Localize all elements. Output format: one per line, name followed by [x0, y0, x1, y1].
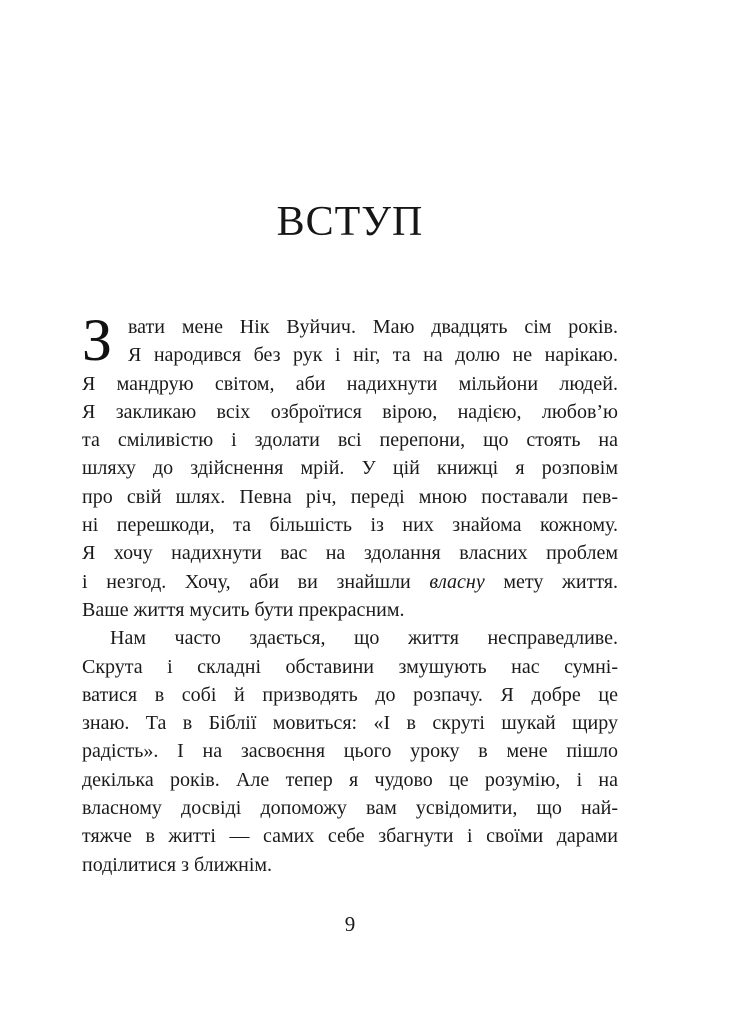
paragraph-1 — [82, 307, 618, 624]
text-line: Ваше життя мусить бути прекрасним. — [82, 598, 405, 621]
emphasized-word: власну — [429, 570, 485, 593]
text-line: та сміливістю і здолати всі перепони, що стоять на — [82, 429, 618, 452]
text-line: радість». І на засвоєння цього уроку в мене пішло — [82, 740, 618, 763]
text-line: Я хочу надихнути вас на здолання власних проблем — [82, 542, 618, 565]
text-line: Скрута і складні обставини змушують нас сумні- — [82, 655, 618, 678]
text-line: Нам часто здається, що життя несправедливе. — [110, 627, 618, 650]
text-line: Я мандрую світом, аби надихнути мільйони людей. — [82, 372, 618, 395]
text-line: власному досвіді допоможу вам усвідомити, що най- — [82, 797, 618, 820]
paragraph-2 — [82, 624, 618, 879]
text-line: поділитися з ближнім. — [82, 853, 273, 876]
text-line: ватися в собі й призводять до розпачу. Я добре це — [82, 683, 618, 706]
text-line: шляху до здійснення мрій. У цій книжці я розповім — [82, 457, 618, 480]
text-line: декілька років. Але тепер я чудово це розумію, і на — [82, 768, 618, 791]
chapter-title: ВСТУП — [276, 199, 424, 245]
text-line — [82, 568, 618, 596]
text-line: знаю. Та в Біблії мовиться: «І в скруті шукай щиру — [82, 712, 618, 735]
text-line: тяжче в житті — самих себе збагнути і своїми дарами — [82, 825, 618, 848]
text-line: про свій шлях. Певна річ, переді мною поставали пев- — [82, 485, 618, 508]
body-text — [82, 307, 618, 879]
text-line: вати мене Нік Вуйчич. Маю двадцять сім років. — [128, 316, 618, 338]
text-segment: мету життя. — [484, 570, 618, 593]
text-line: Я закликаю всіх озброїтися вірою, надією, любов’ю — [82, 400, 618, 423]
drop-cap: З — [82, 307, 113, 373]
text-line: ні перешкоди, та більшість із них знайома кожному. — [82, 514, 618, 537]
text-segment: і незгод. Хочу, аби ви знайшли — [82, 570, 430, 593]
text-line: Я народився без рук і ніг, та на долю не нарікаю. — [128, 344, 618, 367]
page-number: 9 — [344, 912, 356, 936]
